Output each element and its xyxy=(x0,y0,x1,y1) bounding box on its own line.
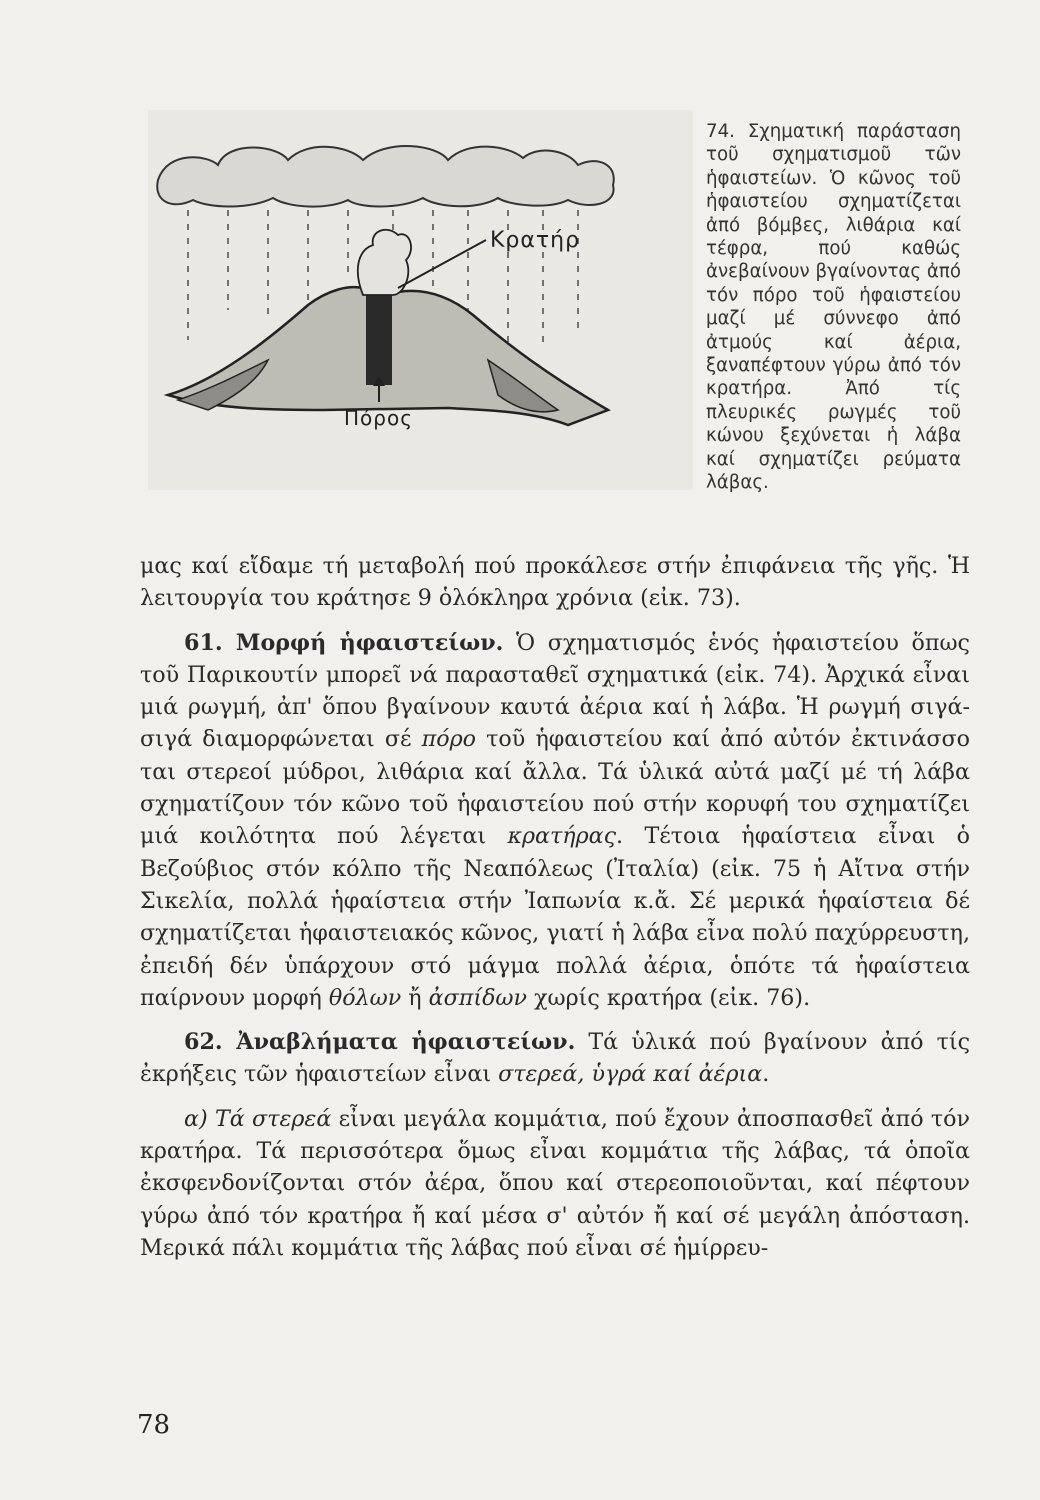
volcano-figure xyxy=(148,110,693,490)
term-materials: στερεά, ὑγρά καί ἀέρια xyxy=(498,1061,763,1088)
page-number: 78 xyxy=(137,1410,171,1440)
section-61-heading: 61. Μορφή ἡφαιστείων. xyxy=(184,629,504,656)
section-61-text-2: τοῦ ἡφαιστείου καί ἀπό αὐτόν ἐκτινάσσο ται στερεοί μύδροι, λιθάρια καί ἄλλα. Τά ὑλικά αὐτά μαζί μέ τή λάβα σχηματίζουν τόν κῶνο τοῦ ἡφαιστείου πού στήν κορυφή του σχηματίζει μιά κοιλότητα πού λέγεται xyxy=(140,726,970,850)
ash-cloud xyxy=(157,146,614,207)
term-tholon: θόλων xyxy=(328,984,402,1011)
section-61 xyxy=(140,627,970,1015)
solids-lead: α) Τά στερεά xyxy=(184,1105,332,1132)
section-61-text-1: Ὁ σχηματισμός ἑνός ἡφαιστείου ὅπως τοῦ Παρικουτίν μπορεῖ νά παρασταθεῖ σχηματικά (εἰκ. 74). Ἀρχικά εἶναι μιά ρωγμή, ἀπ' ὅπου βγαίνουν καυτά ἀέρια καί ἡ λάβα. Ἡ ρωγμή σιγά-σιγά διαμορφώνεται σέ xyxy=(140,629,970,753)
paragraph-intro: μας καί εἴδαμε τή μεταβολή πού προκάλεσε στήν ἐπιφάνεια τῆς γῆς. Ἡ λειτουργία του κράτησε 9 ὁλόκληρα χρόνια (εἰκ. 73). xyxy=(140,553,970,612)
section-62-heading: 62. Ἀναβλήματα ἡφαιστείων. xyxy=(184,1029,576,1056)
section-61-text-5: χωρίς κρατήρα (εἰκ. 76). xyxy=(527,984,811,1011)
volcano-illustration xyxy=(148,110,693,490)
main-text xyxy=(140,550,970,1264)
term-aspidon: ἀσπίδων xyxy=(428,984,528,1011)
paragraph-solids xyxy=(140,1103,970,1264)
section-61-text-3: . Τέτοια ἡφαίστεια εἶναι ὁ Βεζούβιος στόν κόλπο τῆς Νεαπόλεως (Ἰταλία) (εἰκ. 75 ἡ Αἴτνα στήν Σικελία, πολλά ἡφαίστεια στήν Ἰαπωνία κ.ἄ. Σέ μερικά ἡφαίστεια δέ σχηματίζεται ἡφαιστειακός κῶνος, γιατί ἡ λάβα εἶνα πολύ παχύρρευστη, ἐπειδή δέν ὑπάρχουν στό μάγμα πολλά ἀέρια, ὁπότε τά ἡφαίστεια παίρνουν μορφή xyxy=(140,823,970,1011)
section-62-text-2: . xyxy=(762,1061,770,1088)
section-62 xyxy=(140,1026,970,1091)
crater-label: Κρατήρ xyxy=(490,228,581,253)
term-poro: πόρο xyxy=(421,726,476,753)
figure-caption: 74. Σχηματική παράσταση τοῦ σχηματισμοῦ τῶν ἡφαιστείων. Ὁ κῶνος τοῦ ἡφαιστείου σχηματίζεται ἀπό βόμβες, λιθάρια καί τέφρα, πού καθώς ἀνεβαίνουν βγαίνοντας ἀπό τόν πόρο τοῦ ἡφαιστείου μαζί μέ σύννεφο ἀπό ἀτμούς καί ἀέρια, ξαναπέφτουν γύρω ἀπό τόν κρατήρα. Ἀπό τίς πλευρικές ρωγμές τοῦ κώνου ξεχύνεται ἡ λάβα καί σχηματίζει ρεύματα λάβας. xyxy=(706,121,961,494)
term-kratiras: κρατήρας xyxy=(507,823,617,850)
section-61-text-4: ἤ xyxy=(401,984,429,1011)
vent-label: Πόρος xyxy=(344,406,413,430)
vent-column xyxy=(366,290,392,385)
solids-text: εἶναι μεγάλα κομμάτια, πού ἔχουν ἀποσπασθεῖ ἀπό τόν κρατήρα. Τά περισσότερα ὅμως εἶναι κομμάτια τῆς λάβας, τά ὁποῖα ἐκσφενδονίζονται στόν ἀέρα, ὅπου καί στερεοποιοῦνται, καί πέφτουν γύρω ἀπό τόν κρατήρα ἤ καί μέσα σ' αὐτόν ἤ καί σέ μεγάλη ἀπόσταση. Μερικά πάλι κομμάτια τῆς λάβας πού εἶναι σέ ἡμίρρευ- xyxy=(140,1105,970,1261)
section-62-text-1: Τά ὑλικά πού βγαίνουν ἀπό τίς ἐκρήξεις τῶν ἡφαιστείων εἶναι xyxy=(140,1029,970,1088)
